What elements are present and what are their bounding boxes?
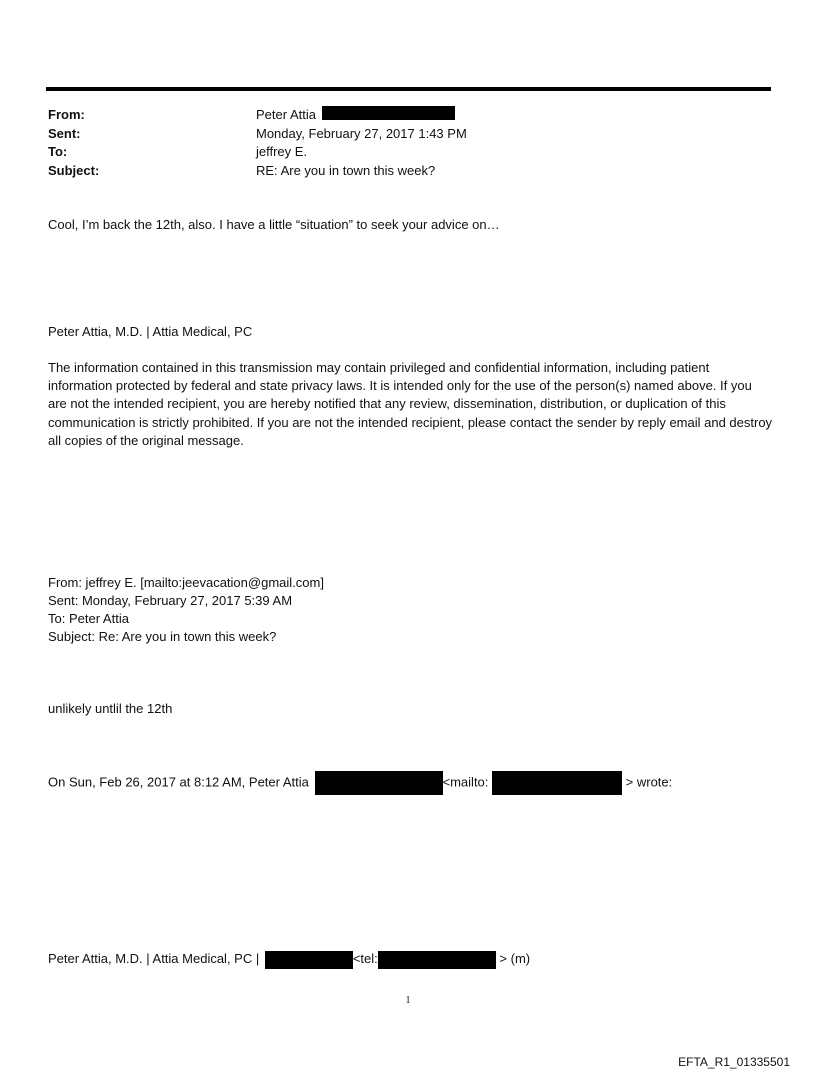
mobile-text: > (m) [499, 951, 531, 966]
sent-label: Sent: [48, 125, 81, 141]
subject-row [48, 162, 467, 181]
confidentiality-disclaimer: The information contained in this transmission may contain privileged and confidential information, including patient information protected by federal and state privacy laws. It is intended only for the use of the person(s) named above. If you are not the intended recipient, you are hereby notified that any review, dissemination, distribution, or duplication of this communication is strictly prohibited. If you are not the intended recipient, please contact the sender by reply email and destroy all copies of the original message. [48, 360, 773, 448]
from-value: Peter Attia [256, 107, 316, 122]
redaction-box [492, 771, 622, 795]
quoted-sent: Sent: Monday, February 27, 2017 5:39 AM [48, 593, 293, 608]
tel-text: <tel: [352, 951, 378, 966]
page-number: 1 [405, 995, 411, 1006]
redaction-box [315, 771, 443, 795]
wrote-text: > wrote: [625, 774, 673, 790]
signature-prefix: Peter Attia, M.D. | Attia Medical, PC | [48, 951, 260, 966]
redaction-box [378, 951, 496, 969]
email-header [48, 106, 467, 180]
subject-label: Subject: [48, 162, 100, 178]
redaction-box [322, 106, 455, 120]
quoted-attribution [48, 771, 672, 795]
signature: Peter Attia, M.D. | Attia Medical, PC [48, 324, 253, 339]
header-rule [46, 87, 771, 91]
quoted-from: From: jeffrey E. [mailto:jeevacation@gmail.com] [48, 575, 324, 590]
to-label: To: [48, 144, 68, 159]
quoted-signature [48, 950, 530, 969]
attribution-prefix: On Sun, Feb 26, 2017 at 8:12 AM, Peter Attia [48, 774, 309, 790]
quoted-reply: unlikely untlil the 12th [48, 701, 173, 716]
document-id: EFTA_R1_01335501 [678, 1055, 790, 1069]
to-value: jeffrey E. [256, 144, 308, 159]
from-label: From: [48, 107, 85, 122]
from-row [48, 106, 467, 125]
to-row [48, 143, 467, 162]
sent-row [48, 125, 467, 144]
quoted-to: To: Peter Attia [48, 611, 129, 626]
sent-value: Monday, February 27, 2017 1:43 PM [256, 125, 467, 141]
subject-value: RE: Are you in town this week? [256, 162, 436, 178]
redaction-box [265, 951, 353, 969]
reply-line: Cool, I’m back the 12th, also. I have a little “situation” to seek your advice on… [48, 217, 500, 232]
quoted-subject: Subject: Re: Are you in town this week? [48, 629, 277, 644]
mailto-text: <mailto: [442, 774, 489, 790]
